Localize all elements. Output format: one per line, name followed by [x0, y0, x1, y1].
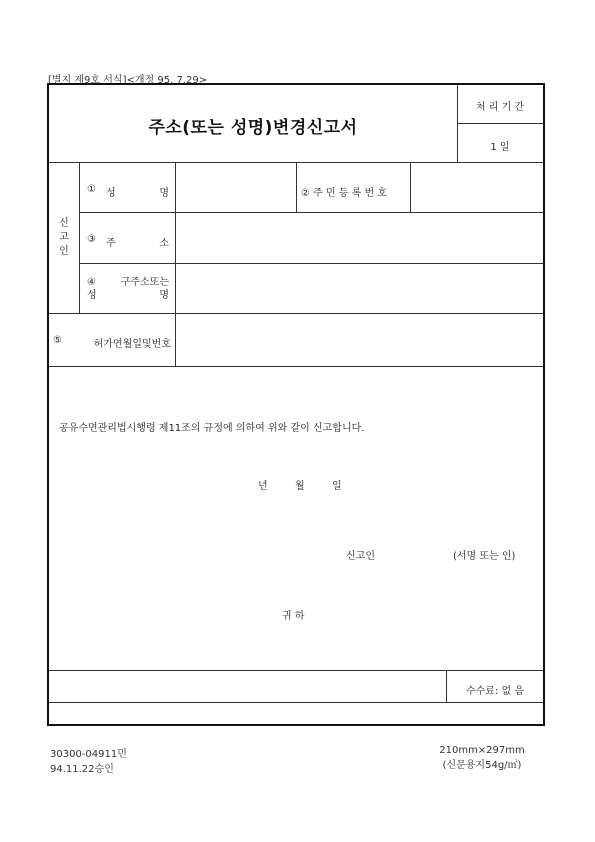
processing-box-divider — [457, 123, 543, 124]
row-divider-permit — [49, 366, 543, 367]
row-divider-fee — [49, 702, 543, 703]
processing-period-label: 처 리 기 간 — [475, 102, 525, 113]
footer-right — [420, 745, 544, 771]
permit-number: ⑤ — [53, 335, 62, 346]
signature-area[interactable] — [379, 541, 451, 561]
old-address-input-cell[interactable] — [176, 264, 543, 313]
row-divider-body — [49, 670, 543, 671]
paper-spec: (신문용지54g/㎡) — [442, 760, 522, 771]
applicant-label-border — [79, 162, 80, 313]
date-day-label: 일 — [332, 481, 342, 492]
recipient-label: 귀 하 — [282, 611, 305, 622]
declaration-statement: 공유수면관리법시행령 제11조의 규정에 의하여 위와 같이 신고합니다. — [59, 423, 365, 434]
signature-note: (서명 또는 인) — [453, 551, 516, 562]
name-value-border — [296, 162, 297, 212]
form-frame — [47, 83, 545, 726]
fee-label: 수수료: 없 음 — [465, 686, 525, 697]
form-reference-note: [별지 제9호 서식]<개정 95. 7.29> — [48, 75, 208, 86]
paper-size: 210mm×297mm — [439, 745, 525, 756]
old-address-field-label: ④ 구주소또는 성 명 — [87, 277, 169, 301]
date-month-label: 월 — [295, 481, 305, 492]
resident-number-label: ② 주 민 등 록 번 호 — [301, 188, 387, 199]
approval-date: 94.11.22승인 — [50, 764, 114, 775]
name-field-label: ① 성 명 — [87, 184, 169, 199]
permit-field-label: 허가연월일및번호 — [93, 339, 171, 350]
form-code: 30300-04911민 — [50, 749, 127, 760]
footer-left — [50, 745, 127, 775]
signer-label: 신고인 — [346, 551, 375, 562]
applicant-group-label: 신 고 인 — [59, 218, 69, 257]
resident-number-input-cell[interactable] — [411, 163, 543, 212]
address-field-label: ③ 주 소 — [87, 234, 169, 249]
name-input-cell[interactable] — [176, 163, 296, 212]
date-year-label: 년 — [258, 481, 268, 492]
permit-input-cell[interactable] — [176, 314, 543, 366]
address-input-cell[interactable] — [176, 213, 543, 263]
processing-period-value: 1 일 — [490, 142, 510, 153]
form-title: 주소(또는 성명)변경신고서 — [148, 118, 358, 138]
